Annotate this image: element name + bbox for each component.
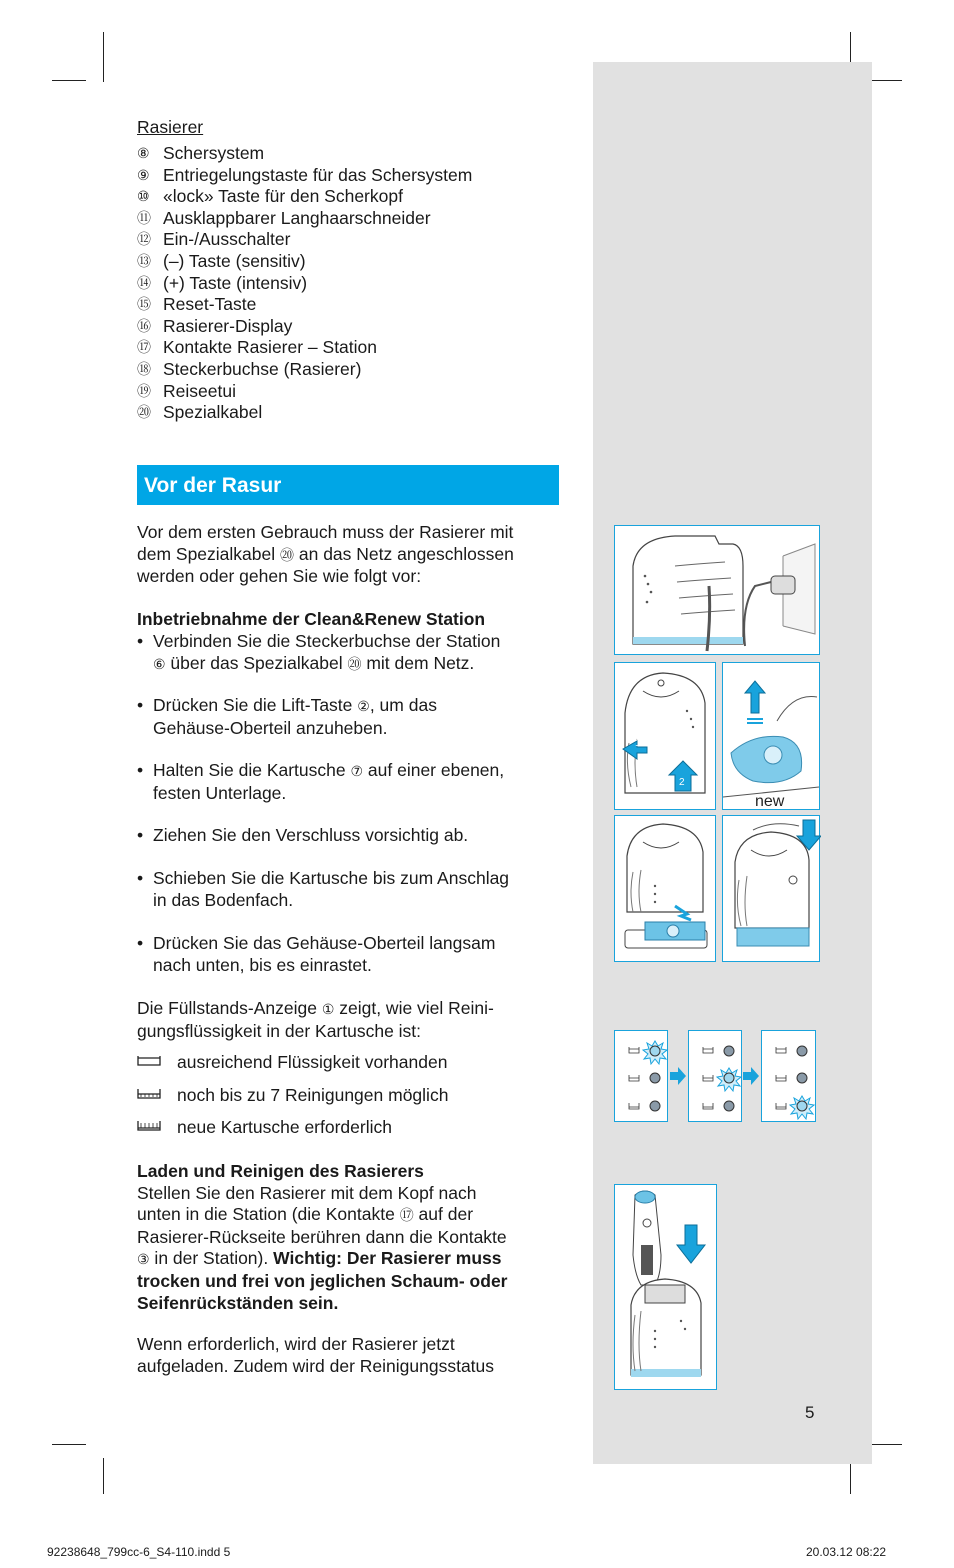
page-number: 5 xyxy=(805,1403,815,1422)
figure-station-plug xyxy=(614,525,820,655)
charge-paragraph: Laden und Reinigen des Rasierers Stellen Sie den Rasierer mit dem Kopf nach unten in die Station (die Kontakte ⑰ auf der Rasierer-Rückseite berühren dann die Kontakte ③ in der Station). Wichtig: Der Rasierer muss trocken und frei von jeglichen Schaum- oder Seifenrückständen sein. xyxy=(137,1161,508,1313)
intro-line: werden oder gehen Sie wie folgt vor: xyxy=(137,566,422,587)
parts-list-item xyxy=(137,143,472,165)
intro-line: dem Spezialkabel ⑳ an das Netz angeschlossen xyxy=(137,543,514,564)
parts-list-item xyxy=(137,165,472,187)
item-label: Rasierer-Display xyxy=(163,315,293,336)
item-number: ⑳ xyxy=(137,404,151,421)
bullet-item: • Schieben Sie die Kartusche bis zum Anschlag in das Bodenfach. xyxy=(137,868,510,910)
level-indicator-medium xyxy=(689,1031,743,1123)
intro-line: Vor dem ersten Gebrauch muss der Rasierer mit xyxy=(137,522,514,542)
parts-list-item xyxy=(137,402,472,424)
item-label: Spezialkabel xyxy=(163,402,263,423)
figure-level-state-3 xyxy=(761,1030,816,1122)
parts-list-item xyxy=(137,337,472,359)
item-label: Reset-Taste xyxy=(163,294,257,315)
item-label: Steckerbuchse (Rasierer) xyxy=(163,358,362,379)
level-empty-icon xyxy=(137,1120,161,1132)
parts-list-item xyxy=(137,251,472,273)
item-number: ⑧ xyxy=(137,145,150,161)
item-label: «lock» Taste für den Scherkopf xyxy=(163,186,403,207)
slug-date: 20.03.12 08:22 xyxy=(806,1545,887,1559)
parts-list-item xyxy=(137,316,472,338)
figure-press-down xyxy=(722,815,820,962)
bullet-item: • Drücken Sie das Gehäuse-Oberteil langsam nach unten, bis es einrastet. xyxy=(137,933,496,975)
bullet-item: • Drücken Sie die Lift-Taste ②, um das Gehäuse-Oberteil anzuheben. xyxy=(137,695,437,738)
bullet-item: • Ziehen Sie den Verschluss vorsichtig ab. xyxy=(137,825,469,845)
charge-paragraph-2: Wenn erforderlich, wird der Rasierer jetzt aufgeladen. Zudem wird der Reinigungsstatus xyxy=(137,1334,495,1376)
item-number: ⑱ xyxy=(137,360,151,377)
figure-cartridge-new xyxy=(722,662,820,810)
item-label: (–) Taste (sensitiv) xyxy=(163,250,306,271)
parts-list-item xyxy=(137,381,472,403)
bullet-item: • Halten Sie die Kartusche ⑦ auf einer ebenen, festen Unterlage. xyxy=(137,760,505,803)
level-full-icon xyxy=(137,1055,161,1067)
parts-list-item xyxy=(137,294,472,316)
svg-text:new: new xyxy=(755,793,785,810)
item-number: ⑬ xyxy=(137,252,151,269)
item-number: ⑰ xyxy=(137,339,151,356)
item-label: (+) Taste (intensiv) xyxy=(163,272,308,293)
figure-level-state-1 xyxy=(614,1030,668,1122)
item-label: Ausklappbarer Langhaarschneider xyxy=(163,207,431,228)
section-banner xyxy=(137,465,559,505)
arrow-right-icon xyxy=(742,1066,760,1086)
parts-list-item xyxy=(137,273,472,295)
parts-heading: Rasierer xyxy=(137,117,204,137)
figure-insert-cartridge xyxy=(614,815,716,962)
svg-text:2: 2 xyxy=(679,777,685,788)
parts-list-item xyxy=(137,229,472,251)
station-heading: Inbetriebnahme der Clean&Renew Station xyxy=(137,609,486,629)
item-number: ⑨ xyxy=(137,166,150,183)
press-down-illustration xyxy=(723,816,821,963)
parts-list-item xyxy=(137,186,472,208)
crop-mark xyxy=(103,32,104,82)
level-indicator-full xyxy=(615,1031,669,1123)
crop-mark xyxy=(52,80,86,81)
item-label: Ein-/Ausschalter xyxy=(163,229,291,250)
crop-mark xyxy=(103,1458,104,1494)
arrow-right-icon xyxy=(669,1066,687,1086)
crop-mark xyxy=(52,1444,86,1445)
item-label: Schersystem xyxy=(163,143,265,163)
item-number: ⑫ xyxy=(137,231,151,248)
item-number: ⑩ xyxy=(137,188,150,205)
figure-insert-shaver xyxy=(614,1184,717,1390)
level-intro: Die Füllstands-Anzeige ① zeigt, wie viel Reini- gungsflüssigkeit in der Kartusche ist: xyxy=(137,998,494,1041)
level-medium-icon xyxy=(137,1088,161,1100)
cartridge-new-illustration xyxy=(723,663,821,811)
item-number: ⑯ xyxy=(137,317,151,334)
item-number: ⑮ xyxy=(137,296,151,313)
item-number: ⑲ xyxy=(137,382,151,399)
item-label: Reiseetui xyxy=(163,380,236,401)
parts-list-item xyxy=(137,359,472,381)
slug-filename: 92238648_799cc-6_S4-110.indd 5 xyxy=(47,1545,231,1559)
parts-list-item xyxy=(137,208,472,230)
item-number: ⑪ xyxy=(137,209,151,226)
item-label: Kontakte Rasierer – Station xyxy=(163,337,378,358)
crop-mark xyxy=(868,80,902,81)
level-indicator-empty xyxy=(762,1031,817,1123)
section-title: Vor der Rasur xyxy=(144,474,282,497)
insert-cartridge-illustration xyxy=(615,816,717,963)
svg-text:1: 1 xyxy=(635,738,641,749)
figure-level-state-2 xyxy=(688,1030,742,1122)
parts-list xyxy=(137,143,472,424)
bullet-item: • Verbinden Sie die Steckerbuchse der Station ⑥ über das Spezialkabel ⑳ mit dem Netz. xyxy=(137,631,501,673)
lift-button-illustration xyxy=(615,663,717,811)
crop-mark xyxy=(868,1444,902,1445)
item-number: ⑭ xyxy=(137,274,151,291)
intro-paragraph xyxy=(137,522,567,588)
insert-shaver-illustration xyxy=(615,1185,718,1391)
figure-lift-button xyxy=(614,662,716,810)
item-label: Entriegelungstaste für das Schersystem xyxy=(163,164,473,185)
station-plug-illustration xyxy=(615,526,821,656)
